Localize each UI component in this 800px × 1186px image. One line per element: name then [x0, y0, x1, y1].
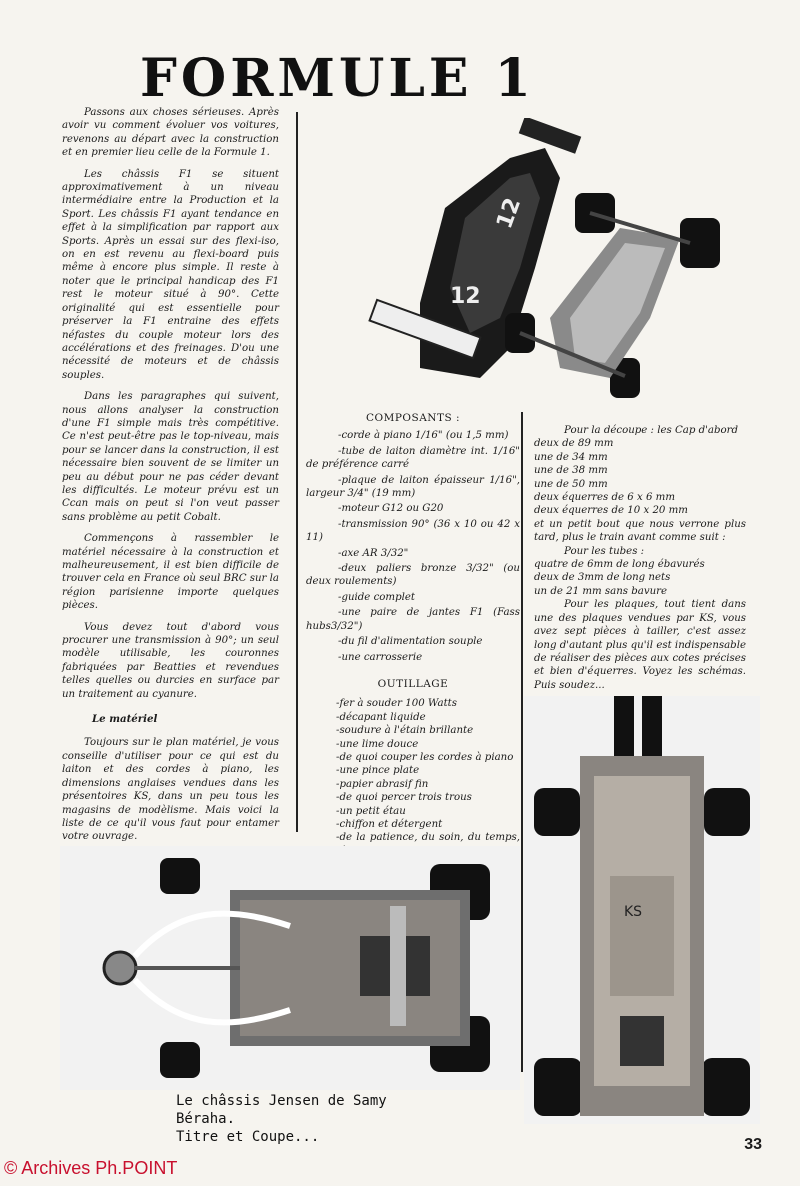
list-item: -tube de laiton diamètre int. 1/16" de préférence carré — [306, 445, 520, 471]
text-line: Pour les plaques, tout tient dans une des plaques vendues par KS, vous avez sept pièces à tailler, c'est assez long d'autant plus qu'il est indispensable de réaliser des pièces aux cotes précises et bien d'équerres. Voyez les schémas. Puis soudez... — [534, 599, 746, 691]
text-line: quatre de 6mm de long ébavurés — [534, 559, 705, 571]
composants-list — [306, 429, 520, 664]
paragraph: Les châssis F1 se situent approximativement à un niveau intermédiaire entre la Production et la Sport. Les châssis F1 ayant tendance en effet à la simplification par rapport aux Sports. Après un essai sur des flexi-iso, on en est revenu au flexi-board puis même à encore plus simple. Il reste à noter que le principal handicap des F1 rest le moteur situé à 90°. Cette originalité qui est essentielle pour préserver la F1 entraine des effets néfastes du couple moteur lors des accélérations et des freinages. D'ou une nécessité de moteurs et de châssis souples. — [62, 168, 279, 381]
column-divider — [521, 412, 523, 1072]
list-item: -deux paliers bronze 3/32" (ou deux roulements) — [306, 563, 520, 588]
text-line: une de 34 mm — [534, 451, 608, 463]
paragraph: Dans les paragraphes qui suivent, nous allons analyser la construction d'une F1 simple mais très compétitive. Ce n'est peut-être pas le top-niveau, mais pour se lancer dans la construction, il est nécessaire bien souvent de se limiter un peu au début pour ne pas céder devant les difficultés. Le moteur prévu est un Ccan mais on peut si l'on veut passer sans problème au petit Cobalt. — [62, 391, 279, 523]
list-item: -axe AR 3/32" — [338, 547, 409, 559]
paragraph: Toujours sur le plan matériel, je vous conseille d'utiliser pour ce qui est du laiton et des cordes à piano, les dimensions anglaises vendues dans les présentoires KS, dans un peu tous les magasins de modèlisme. Mais voici la liste de ce qu'il vous faut pour entamer votre ouvrage. — [62, 737, 279, 843]
paragraph: Passons aux choses sérieuses. Après avoir vu comment évoluer vos voitures, revenons au départ avec la construction et en premier lieu celle de la Formule 1. — [62, 107, 279, 159]
list-item: -papier abrasif fin — [336, 778, 429, 790]
list-item: -transmission 90° (36 x 10 ou 42 x 11) — [306, 518, 520, 544]
page-title: FORMULE 1 — [140, 48, 535, 109]
list-item: -plaque de laiton épaisseur 1/16", largeur 3/4" (19 mm) — [306, 474, 520, 500]
text-line: Pour la découpe : les Cap d'abord — [564, 425, 739, 436]
list-item: -guide complet — [338, 591, 415, 603]
list-item: -soudure à l'étain brillante — [336, 725, 474, 737]
page-number: 33 — [744, 1136, 762, 1153]
list-item: -de quoi percer trois trous — [336, 792, 472, 804]
list-item: -de quoi couper les cordes à piano — [336, 751, 514, 763]
column-divider — [296, 112, 298, 832]
text-line: deux équerres de 10 x 20 mm — [534, 505, 688, 517]
list-item: -décapant liquide — [336, 711, 426, 723]
text-line: une de 38 mm — [534, 465, 608, 477]
text-line: deux équerres de 6 x 6 mm — [534, 492, 676, 504]
svg-text:12: 12 — [492, 194, 527, 233]
outillage-list — [306, 697, 520, 858]
list-item: -une lime douce — [336, 738, 419, 750]
list-item: -corde à piano 1/16" (ou 1,5 mm) — [338, 430, 509, 442]
svg-text:KS: KS — [624, 904, 643, 920]
article-column-3 — [534, 424, 746, 692]
text-line: Pour les tubes : — [564, 545, 645, 557]
copyright-notice: © Archives Ph.POINT — [4, 1158, 178, 1178]
paragraph: Commençons à rassembler le matériel nécessaire à la construction et malheureusement, il est bien difficile de trouver cela en France où seul BRC sur la région parisienne importe quelques pièces. — [62, 533, 279, 612]
text-line: deux de 3mm de long nets — [534, 572, 671, 584]
list-item: -une pince plate — [336, 765, 420, 777]
list-item: -fer à souder 100 Watts — [336, 698, 458, 710]
composants-heading: COMPOSANTS : — [365, 412, 461, 424]
paragraph: Vous devez tout d'abord vous procurer une transmission à 90°; un seul modèle utilisable, les couronnes fabriquées par Beatties et revendues telles quelles ou durcies en surface par un traitement au cyanure. — [62, 621, 279, 700]
article-column-2 — [306, 412, 520, 858]
text-line: deux de 89 mm — [534, 438, 614, 450]
outillage-heading: OUTILLAGE — [377, 677, 449, 690]
photo-chassis-vertical — [524, 696, 760, 1124]
text-line: et un petit bout que nous verrone plus tard, plus le train avant comme suit : — [534, 518, 746, 544]
list-item: -du fil d'alimentation souple — [338, 636, 483, 648]
section-heading: Le matériel — [92, 713, 158, 726]
svg-text:12: 12 — [450, 284, 481, 309]
list-item: -un petit étau — [336, 805, 406, 817]
photo-car-and-chassis — [360, 118, 750, 408]
text-line: un de 21 mm sans bavure — [534, 585, 668, 597]
list-item: -de la patience, du soin, du temps, — [336, 832, 520, 844]
list-item: -moteur G12 ou G20 — [338, 503, 444, 515]
list-item: -une paire de jantes F1 (Fass hubs3/32") — [306, 607, 520, 632]
article-column-1 — [62, 106, 279, 852]
text-line: une de 50 mm — [534, 478, 608, 490]
list-item: -une carrosserie — [338, 651, 423, 663]
photo-caption: Le châssis Jensen de Samy Béraha. Titre et Coupe... — [176, 1093, 387, 1145]
list-item: -chiffon et détergent — [336, 818, 443, 830]
photo-chassis-top-view — [60, 846, 520, 1090]
